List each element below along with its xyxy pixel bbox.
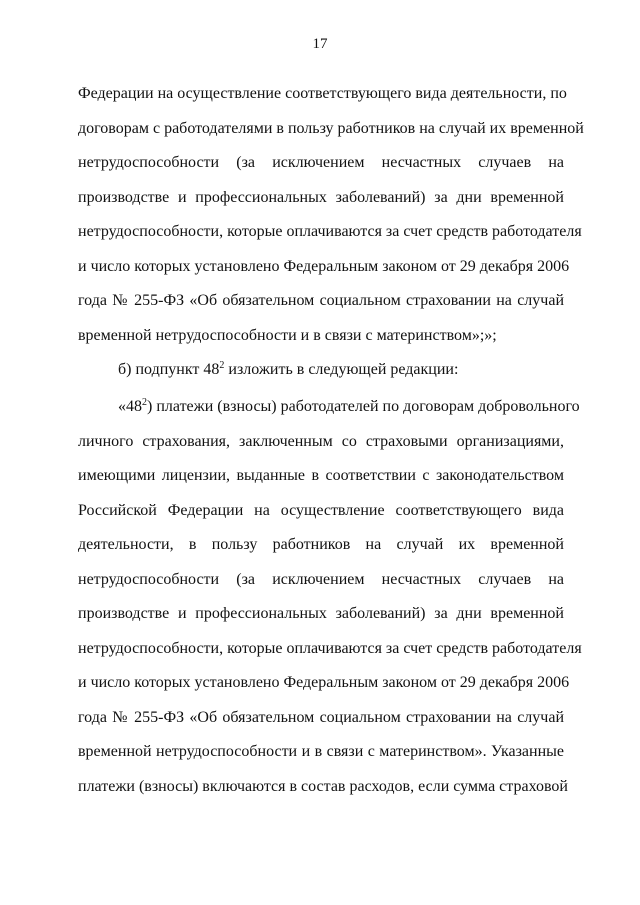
text-line: личного страхования, заключенным со страховыми организациями,	[78, 432, 564, 450]
superscript: 2	[219, 360, 225, 371]
text-line: временной нетрудоспособности и в связи с материнством»;»;	[78, 326, 497, 344]
text-line: Федерации на осуществление соответствующего вида деятельности, по	[78, 85, 567, 102]
text-fragment: изложить в следующей редакции:	[224, 361, 459, 378]
text-fragment: ) платежи (взносы) работодателей по договорам добровольного	[147, 398, 580, 415]
superscript: 2	[142, 397, 147, 408]
text-line: производстве и профессиональных заболеваний) за дни временной	[78, 188, 564, 206]
text-line: производстве и профессиональных заболеваний) за дни временной	[78, 605, 564, 622]
text-line	[78, 390, 580, 425]
text-line: нетрудоспособности, которые оплачиваются за счет средств работодателя	[78, 223, 582, 240]
text-line: и число которых установлено Федеральным законом от 29 декабря 2006	[78, 257, 570, 275]
subparagraph-b-heading	[78, 353, 564, 388]
text-line: платежи (взносы) включаются в состав расходов, если сумма страховой	[78, 777, 568, 795]
text-line: нетрудоспособности, которые оплачиваются за счет средств работодателя	[78, 639, 582, 657]
text-line: Российской Федерации на осуществление соответствующего вида	[78, 501, 564, 519]
text-fragment: б) подпункт 48	[118, 361, 220, 378]
text-line: года № 255-ФЗ «Об обязательном социальном страховании на случай	[78, 292, 564, 309]
page-number: 17	[312, 36, 328, 52]
text-line: имеющими лицензии, выданные в соответствии с законодательством	[78, 467, 564, 484]
text-line: деятельности, в пользу работников на случай их временной	[78, 536, 564, 553]
paragraph-continuation	[78, 77, 584, 388]
text-line: договорам с работодателями в пользу работников на случай их временной	[78, 119, 584, 137]
paragraph-48-2	[78, 390, 582, 804]
text-line: и число которых установлено Федеральным законом от 29 декабря 2006	[78, 674, 570, 691]
text-line: года № 255-ФЗ «Об обязательном социальном страховании на случай	[78, 708, 564, 726]
text-line: временной нетрудоспособности и в связи с материнством». Указанные	[78, 743, 564, 760]
text-fragment: «48	[118, 398, 142, 415]
text-line: нетрудоспособности (за исключением несчастных случаев на	[78, 154, 564, 171]
text-line: нетрудоспособности (за исключением несчастных случаев на	[78, 570, 564, 588]
